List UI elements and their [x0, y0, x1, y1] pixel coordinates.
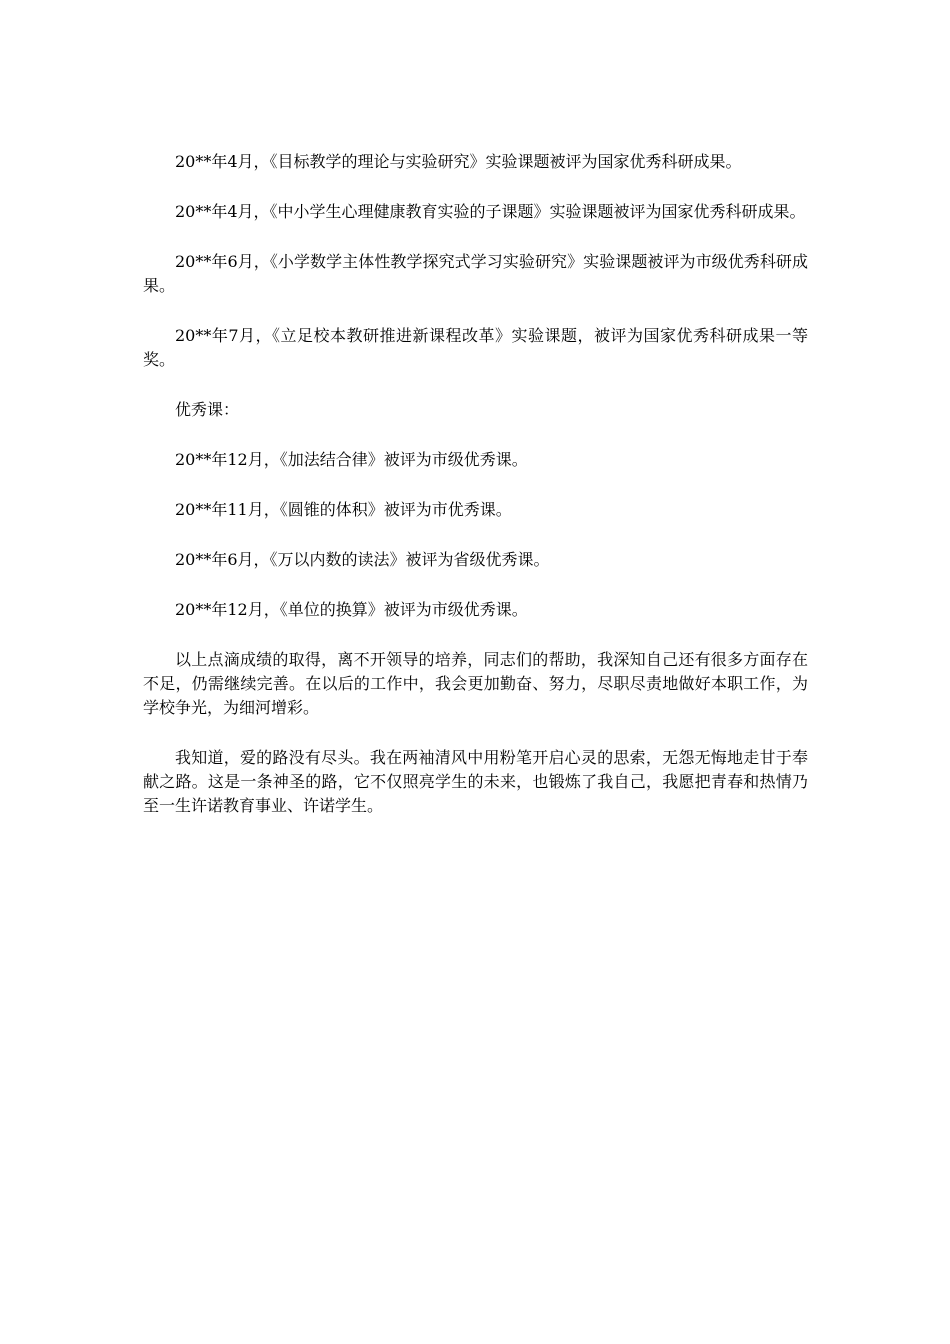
paragraph-lesson-2: 20**年11月，《圆锥的体积》被评为市优秀课。 [175, 500, 512, 519]
paragraph-closing: 我知道，爱的路没有尽头。我在两袖清风中用粉笔开启心灵的思索，无怨无悔地走甘于奉献之路。这是一条神圣的路，它不仅照亮学生的未来，也锻炼了我自己，我愿把青春和热情乃至一生许诺教育事业、许诺学生。 [143, 748, 808, 815]
paragraph-award-4: 20**年7月，《立足校本教研推进新课程改革》实验课题，被评为国家优秀科研成果一等奖。 [143, 326, 808, 369]
paragraph-lesson-1: 20**年12月，《加法结合律》被评为市级优秀课。 [175, 450, 528, 469]
paragraph-summary: 以上点滴成绩的取得，离不开领导的培养，同志们的帮助，我深知自己还有很多方面存在不足，仍需继续完善。在以后的工作中，我会更加勤奋、努力，尽职尽责地做好本职工作，为学校争光，为细河增彩。 [143, 650, 808, 717]
section-heading-excellent-lessons: 优秀课： [175, 400, 240, 419]
document-page [143, 150, 808, 844]
paragraph-award-3: 20**年6月，《小学数学主体性教学探究式学习实验研究》实验课题被评为市级优秀科研成果。 [143, 252, 808, 295]
paragraph-lesson-3: 20**年6月，《万以内数的读法》被评为省级优秀课。 [175, 550, 550, 569]
paragraph-award-2: 20**年4月，《中小学生心理健康教育实验的子课题》实验课题被评为国家优秀科研成果。 [175, 202, 806, 221]
paragraph-lesson-4: 20**年12月，《单位的换算》被评为市级优秀课。 [175, 600, 528, 619]
paragraph-award-1: 20**年4月，《目标教学的理论与实验研究》实验课题被评为国家优秀科研成果。 [175, 152, 742, 171]
